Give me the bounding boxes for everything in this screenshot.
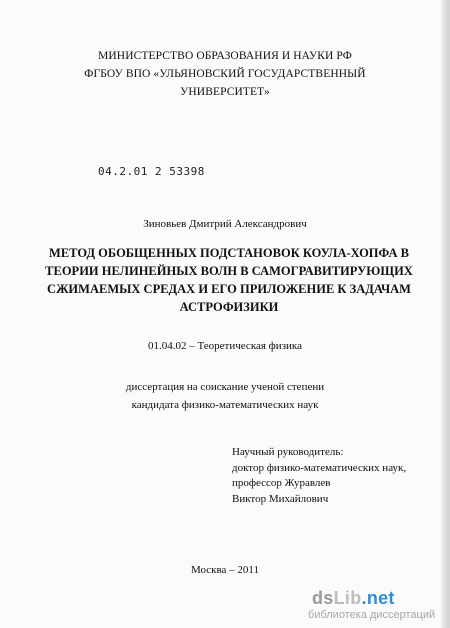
header-line-university: ФГБОУ ВПО «УЛЬЯНОВСКИЙ ГОСУДАРСТВЕННЫЙ <box>84 68 366 80</box>
library-stamp-number: 04.2.01 2 53398 <box>98 165 205 178</box>
degree-statement <box>0 378 450 414</box>
logo-part-net: .net <box>361 588 395 608</box>
title-line-2: ТЕОРИИ НЕЛИНЕЙНЫХ ВОЛН В САМОГРАВИТИРУЮЩИХ <box>45 264 413 278</box>
city-and-year: Москва – 2011 <box>190 564 260 576</box>
advisor-title-surname: профессор Журавлев <box>232 477 331 489</box>
title-line-3: СЖИМАЕМЫХ СРЕДАХ И ЕГО ПРИЛОЖЕНИЕ К ЗАДАЧАМ <box>47 282 411 296</box>
header-line-university-end: УНИВЕРСИТЕТ» <box>180 86 270 98</box>
advisor-label: Научный руководитель: <box>232 446 344 458</box>
degree-line-2: кандидата физико-математических наук <box>131 399 319 411</box>
advisor-degree: доктор физико-математических наук, <box>232 461 407 474</box>
dslib-logo <box>312 588 448 608</box>
logo-part-ds: ds <box>312 588 334 608</box>
advisor-given-names: Виктор Михайлович <box>232 492 329 505</box>
watermark-caption: библиотека диссертаций <box>308 609 436 621</box>
dissertation-title <box>44 244 414 316</box>
dslib-watermark[interactable] <box>308 588 448 622</box>
ministry-header <box>0 47 450 101</box>
header-line-ministry: МИНИСТЕРСТВО ОБРАЗОВАНИЯ И НАУКИ РФ <box>98 50 352 62</box>
logo-part-lib: Lib <box>333 588 362 608</box>
degree-line-1: диссертация на соискание ученой степени <box>125 381 325 393</box>
scientific-advisor <box>232 445 406 507</box>
author-name: Зиновьев Дмитрий Александрович <box>143 218 307 230</box>
speciality-code: 01.04.02 – Теоретическая физика <box>147 340 302 352</box>
title-line-4: АСТРОФИЗИКИ <box>179 300 279 314</box>
title-line-1: МЕТОД ОБОБЩЕННЫХ ПОДСТАНОВОК КОУЛА-ХОПФА В <box>49 246 409 260</box>
